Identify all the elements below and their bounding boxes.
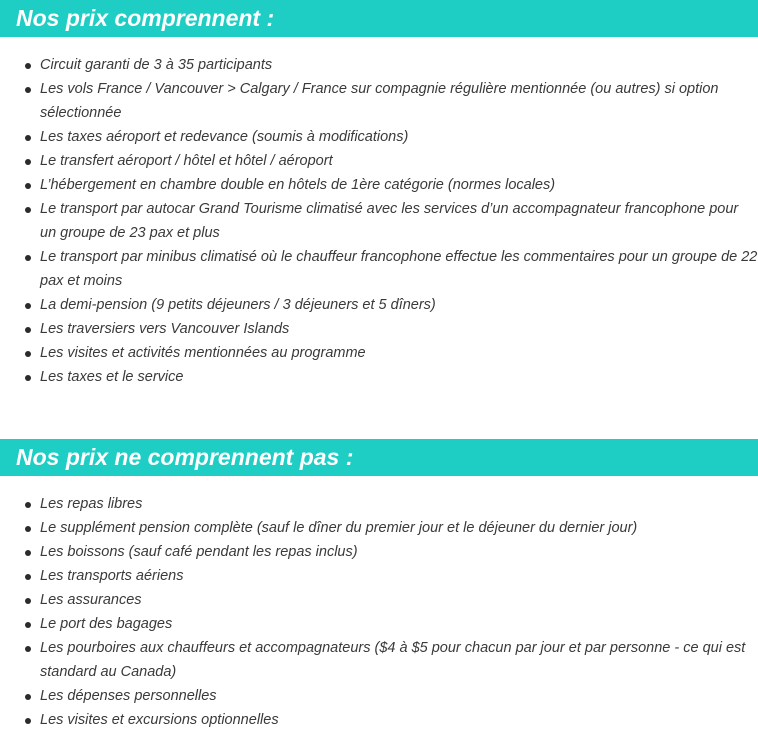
- bullet-icon: [25, 135, 31, 141]
- list-item: [25, 125, 758, 149]
- list-item-text: Les visites et excursions optionnelles: [40, 712, 279, 728]
- bullet-icon: [25, 502, 31, 508]
- list-item: [25, 245, 758, 293]
- list-item: [25, 684, 758, 708]
- bullet-icon: [25, 526, 31, 532]
- list-item-text: Les visites et activités mentionnées au programme: [40, 345, 366, 361]
- list-item-text: Le transport par autocar Grand Tourisme climatisé avec les services d’un accompagnateur francophone pour un groupe de 23 pax et plus: [40, 201, 739, 241]
- list-item-text: Les taxes aéroport et redevance (soumis à modifications): [40, 129, 409, 145]
- bullet-icon: [25, 255, 31, 261]
- list-item: [25, 317, 758, 341]
- list-item-text: L’hébergement en chambre double en hôtels de 1ère catégorie (normes locales): [40, 177, 556, 193]
- list-item: [25, 77, 758, 125]
- list-item-text: Les taxes et le service: [40, 369, 184, 385]
- list-item-text: Les pourboires aux chauffeurs et accompagnateurs ($4 à $5 pour chacun par jour et par personne - ce qui est standard au Canada): [40, 640, 746, 680]
- list-item: [25, 365, 758, 389]
- list-item-text: Le supplément pension complète (sauf le dîner du premier jour et le déjeuner du dernier jour): [40, 520, 638, 536]
- bullet-icon: [25, 183, 31, 189]
- list-item: [25, 540, 758, 564]
- list-item: [25, 53, 758, 77]
- bullet-icon: [25, 598, 31, 604]
- bullet-icon: [25, 63, 31, 69]
- list-item-text: Les vols France / Vancouver > Calgary / France sur compagnie régulière mentionnée (ou autres) si option sélectionnée: [40, 81, 719, 121]
- list-item-text: Les dépenses personnelles: [40, 688, 217, 704]
- included-section-title: Nos prix comprennent :: [0, 0, 758, 37]
- list-item-text: Les assurances: [40, 592, 142, 608]
- excluded-section-title: Nos prix ne comprennent pas :: [0, 439, 758, 476]
- bullet-icon: [25, 159, 31, 165]
- list-item: [25, 564, 758, 588]
- list-item-text: Les repas libres: [40, 496, 143, 512]
- excluded-list: [0, 476, 758, 732]
- bullet-icon: [25, 303, 31, 309]
- list-item: [25, 636, 758, 684]
- list-item-text: La demi-pension (9 petits déjeuners / 3 déjeuners et 5 dîners): [40, 297, 436, 313]
- list-item: [25, 341, 758, 365]
- bullet-icon: [25, 574, 31, 580]
- bullet-icon: [25, 694, 31, 700]
- list-item-text: Les transports aériens: [40, 568, 184, 584]
- list-item-text: Les boissons (sauf café pendant les repas inclus): [40, 544, 358, 560]
- list-item-text: Le transfert aéroport / hôtel et hôtel / aéroport: [40, 153, 333, 169]
- bullet-icon: [25, 375, 31, 381]
- list-item: [25, 149, 758, 173]
- bullet-icon: [25, 718, 31, 724]
- list-item: [25, 293, 758, 317]
- bullet-icon: [25, 87, 31, 93]
- list-item: [25, 708, 758, 732]
- list-item-text: Circuit garanti de 3 à 35 participants: [40, 57, 273, 73]
- list-item-text: Le transport par minibus climatisé où le chauffeur francophone effectue les commentaires pour un groupe de 22 pax et moins: [40, 249, 758, 289]
- bullet-icon: [25, 327, 31, 333]
- bullet-icon: [25, 550, 31, 556]
- list-item: [25, 588, 758, 612]
- list-item: [25, 173, 758, 197]
- bullet-icon: [25, 351, 31, 357]
- list-item: [25, 197, 758, 245]
- list-item-text: Les traversiers vers Vancouver Islands: [40, 321, 290, 337]
- list-item: [25, 516, 758, 540]
- list-item: [25, 492, 758, 516]
- bullet-icon: [25, 207, 31, 213]
- included-list: [0, 37, 758, 389]
- bullet-icon: [25, 622, 31, 628]
- list-item: [25, 612, 758, 636]
- list-item-text: Le port des bagages: [40, 616, 173, 632]
- bullet-icon: [25, 646, 31, 652]
